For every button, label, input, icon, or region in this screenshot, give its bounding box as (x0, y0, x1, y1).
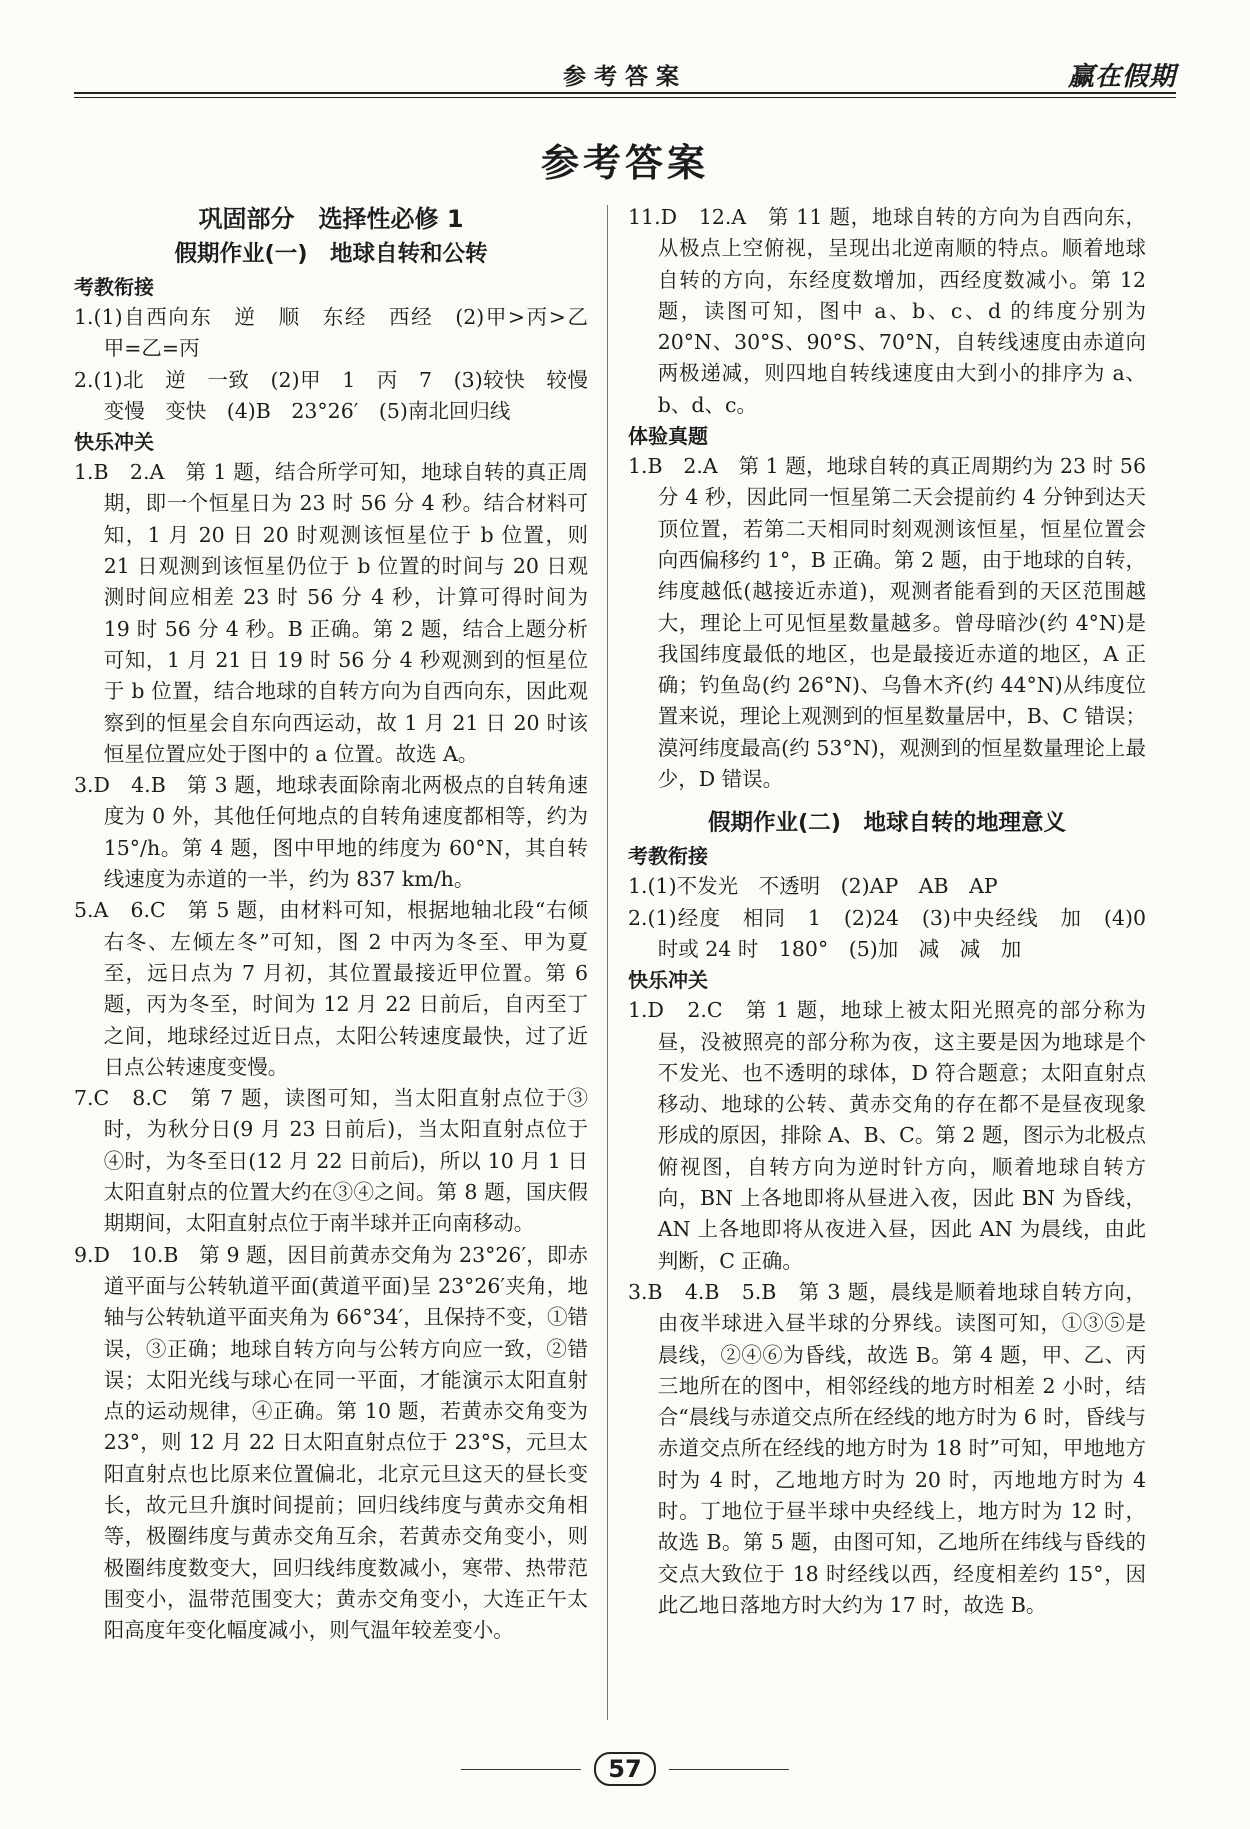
right-column (628, 202, 1146, 1621)
section-heading: 快乐冲关 (628, 968, 708, 993)
footer-rule-right (669, 1769, 789, 1770)
page-number: 57 (594, 1752, 655, 1786)
header-rule (74, 92, 1176, 94)
section-heading: 考教衔接 (74, 275, 154, 299)
header-rule-thin (74, 97, 1176, 98)
answer-paragraph: 1.(1)自西向东 逆 顺 东经 西经 (2)甲>丙>乙 甲=乙=丙 (74, 305, 609, 361)
column-divider (607, 205, 608, 1720)
section-heading: 体验真题 (628, 424, 708, 449)
answer-paragraph: 11.D 12.A 第 11 题，地球自转的方向为自西向东，从极点上空俯视，呈现出北逆南顺的特点。顺着地球自转的方向，东经度数增加，西经度数减小。第 12 题，读图可知，图中 a、b、c、d 的纬度分别为 20°N、30°S、90°S、70°N，自转线速度由赤道向两极递减，则四地自转线速度由大到小的排序为 a、b、d、c。 (628, 205, 1146, 417)
page-number-footer (0, 1752, 1250, 1786)
homework-2-title: 假期作业(二) 地球自转的地理意义 (707, 810, 1067, 837)
page-header (74, 52, 1176, 96)
answer-paragraph: 1.B 2.A 第 1 题，结合所学可知，地球自转的真正周期，即一个恒星日为 23 时 56 分 4 秒。结合材料可知，1 月 20 日 20 时观测该恒星位于 b 位置，则 21 日观测到该恒星仍位于 b 位置的时间与 20 日观测时间应相差 23 时 56 分 4 秒，计算可得时间为 19 时 56 分 4 秒。B 正确。第 2 题，结合上题分析可知，1 月 21 日 19 时 56 分 4 秒观测到的恒星位于 b 位置，结合地球的自转方向为自西向东，因此观察到的恒星会自东向西运动，故 1 月 21 日 20 时该恒星位置应处于图中的 a 位置。故选 A。 (74, 460, 588, 766)
answer-paragraph: 2.(1)北 逆 一致 (2)甲 1 丙 7 (3)较快 较慢 变慢 变快 (4)B 23°26′ (5)南北回归线 (74, 367, 609, 423)
section-heading: 快乐冲关 (74, 430, 154, 455)
answer-paragraph: 1.(1)不发光 不透明 (2)AP AB AP (628, 874, 998, 899)
answer-paragraph: 2.(1)经度 相同 1 (2)24 (3)中央经线 加 (4)0 时或 24 时 180° (5)加 减 减 加 (628, 905, 1146, 961)
brand-logo: 赢在假期 (1067, 62, 1176, 92)
answer-paragraph: 3.D 4.B 第 3 题，地球表面除南北两极点的自转角速度为 0 外，其他任何地点的自转角速度都相等，约为 15°/h。第 4 题，图中甲地的纬度为 60°N，其自转线速度为赤道的一半，约为 837 km/h。 (74, 773, 588, 892)
answer-paragraph: 1.D 2.C 第 1 题，地球上被太阳光照亮的部分称为昼，没被照亮的部分称为夜，这主要是因为地球是个不发光、也不透明的球体，D 符合题意；太阳直射点移动、地球的公转、黄赤交角的存在都不是昼夜现象形成的原因，排除 A、B、C。第 2 题，图示为北极点俯视图，自转方向为逆时针方向，顺着地球自转方向，BN 上各地即将从昼进入夜，因此 BN 为昏线，AN 上各地即将从夜进入昼，因此 AN 为晨线，由此判断，C 正确。 (628, 998, 1146, 1273)
page-title: 参考答案 (540, 141, 709, 185)
answer-paragraph: 9.D 10.B 第 9 题，因目前黄赤交角为 23°26′，即赤道平面与公转轨道平面(黄道平面)呈 23°26′夹角，地轴与公转轨道平面夹角为 66°34′，且保持不变，①错误，③正确；地球自转方向与公转方向应一致，②错误；太阳光线与球心在同一平面，才能演示太阳直射点的运动规律，④正确。第 10 题，若黄赤交角变为 23°，则 12 月 22 日太阳直射点位于 23°S，元旦太阳直射点也比原来位置偏北，北京元旦这天的昼长变长，故元旦升旗时间提前；回归线纬度与黄赤交角相等，极圈纬度与黄赤交角互余，若黄赤交角变小，则极圈纬度数变大，回归线纬度数减小，寒带、热带范围变小，温带范围变大；黄赤交角变小，大连正午太阳高度年变化幅度减小，则气温年较差变小。 (74, 1242, 588, 1643)
footer-rule-left (461, 1769, 581, 1770)
left-column (74, 202, 609, 1646)
answer-paragraph: 7.C 8.C 第 7 题，读图可知，当太阳直射点位于③时，为秋分日(9 月 23 日前后)，当太阳直射点位于④时，为冬至日(12 月 22 日前后)，所以 10 月 1 日太阳直射点的位置大约在③④之间。第 8 题，国庆假期期间，太阳直射点位于南半球并正向南移动。 (74, 1086, 588, 1236)
header-title: 参考答案 (563, 64, 687, 90)
section-heading: 考教衔接 (628, 844, 708, 869)
homework-1-title: 假期作业(一) 地球自转和公转 (174, 241, 488, 267)
part-title: 巩固部分 选择性必修 1 (198, 205, 464, 233)
answer-paragraph: 1.B 2.A 第 1 题，地球自转的真正周期约为 23 时 56 分 4 秒，因此同一恒星第二天会提前约 4 分钟到达天顶位置，若第二天相同时刻观测该恒星，恒星位置会向西偏移约 1°，B 正确。第 2 题，由于地球的自转，纬度越低(越接近赤道)，观测者能看到的天区范围越大，理论上可见恒星数量越多。曾母暗沙(约 4°N)是我国纬度最低的地区，也是最接近赤道的地区，A 正确；钓鱼岛(约 26°N)、乌鲁木齐(约 44°N)从纬度位置来说，理论上观测到的恒星数量居中，B、C 错误；漠河纬度最高(约 53°N)，观测到的恒星数量理论上最少，D 错误。 (628, 454, 1146, 792)
answer-paragraph: 5.A 6.C 第 5 题，由材料可知，根据地轴北段“右倾右冬、左倾左冬”可知，图 2 中丙为冬至、甲为夏至，远日点为 7 月初，其位置最接近甲位置。第 6 题，丙为冬至，时间为 12 月 22 日前后，自丙至丁之间，地球经过近日点，太阳公转速度最快，过了近日点公转速度变慢。 (74, 898, 588, 1079)
answer-paragraph: 3.B 4.B 5.B 第 3 题，晨线是顺着地球自转方向，由夜半球进入昼半球的分界线。读图可知，①③⑤是晨线，②④⑥为昏线，故选 B。第 4 题，甲、乙、丙三地所在的图中，相邻经线的地方时相差 2 小时，结合“晨线与赤道交点所在经线的地方时为 6 时，昏线与赤道交点所在经线的地方时为 18 时”可知，甲地地方时为 4 时，乙地地方时为 20 时，丙地地方时为 4 时。丁地位于昼半球中央经线上，地方时为 12 时，故选 B。第 5 题，由图可知，乙地所在纬线与昏线的交点大致位于 18 时经线以西，经度相差约 15°，因此乙地日落地方时大约为 17 时，故选 B。 (628, 1279, 1146, 1617)
